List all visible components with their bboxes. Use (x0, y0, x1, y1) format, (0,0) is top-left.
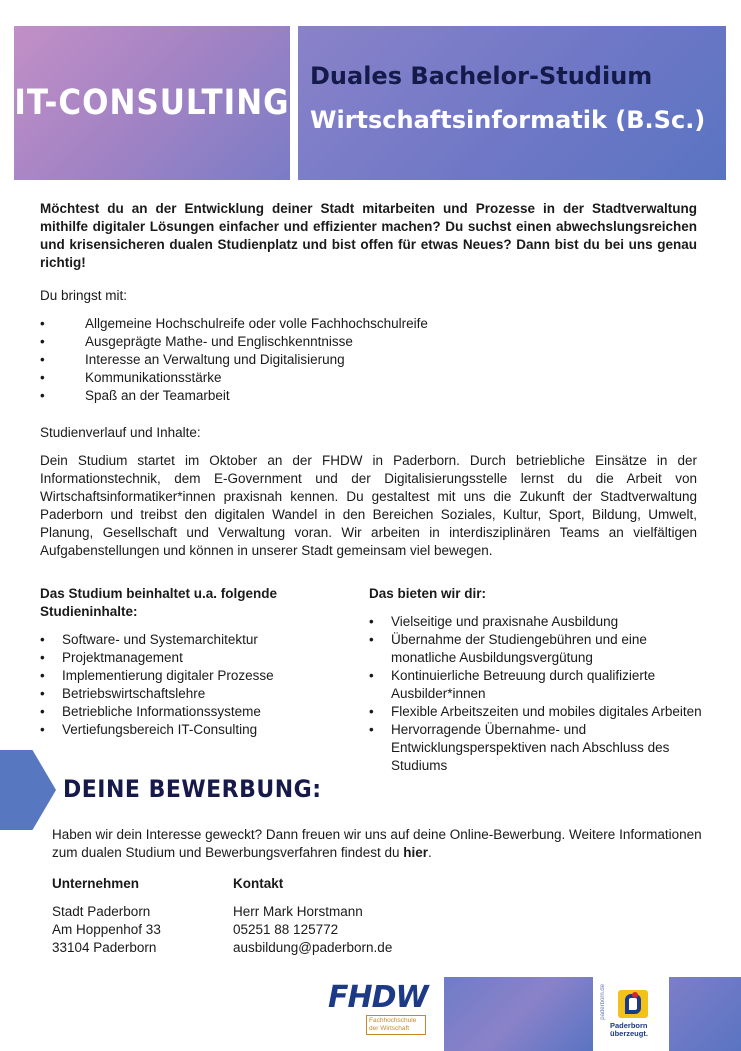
company-heading: Unternehmen (52, 876, 140, 891)
application-end: . (428, 845, 432, 860)
list-item: • Kontinuierliche Betreuung durch qualifizierte Ausbilder*innen (369, 667, 704, 703)
offers-list (369, 613, 704, 775)
header-title: IT-CONSULTING (14, 82, 290, 124)
fhdw-logo (328, 980, 434, 1043)
list-item: • Spaß an der Teamarbeit (40, 387, 428, 405)
paderborn-mark-icon (618, 990, 648, 1018)
list-item: • Vielseitige und praxisnahe Ausbildung (369, 613, 704, 631)
list-item: • Software- und Systemarchitektur (40, 631, 340, 649)
company-city: 33104 Paderborn (52, 940, 157, 955)
list-item: • Projektmanagement (40, 649, 340, 667)
degree-type: Duales Bachelor-Studium (310, 62, 653, 90)
contact-email[interactable]: ausbildung@paderborn.de (233, 940, 393, 955)
list-item: • Implementierung digitaler Prozesse (40, 667, 340, 685)
list-item: • Hervorragende Übernahme- und Entwicklungsperspektiven nach Abschluss des Studiums (369, 721, 704, 775)
contact-heading: Kontakt (233, 876, 284, 891)
company-address (52, 903, 161, 957)
fhdw-logo-text: FHDW (328, 980, 428, 1015)
contents-heading-line1: Das Studium beinhaltet u.a. folgende (40, 586, 278, 601)
intro-text: Möchtest du an der Entwicklung deiner Stadt mitarbeiten und Prozesse in der Stadtverwaltung mithilfe digitaler Lösungen einfacher und effizienter machen? Du suchst einen abwechslungsreichen und krisensicheren dualen Studienplatz und bist offen für etwas Neues? Dann bist du bei uns genau richtig! (40, 201, 697, 270)
decor-tile (444, 977, 593, 1051)
contents-heading-line2: Studieninhalte: (40, 604, 138, 619)
list-item: • Vertiefungsbereich IT-Consulting (40, 721, 340, 739)
contact-details (233, 903, 392, 957)
paderborn-url: paderborn.de (600, 984, 606, 1020)
company-street: Am Hoppenhof 33 (52, 922, 161, 937)
contact-person: Herr Mark Horstmann (233, 904, 363, 919)
course-heading: Studienverlauf und Inhalte: (40, 425, 201, 440)
fhdw-sub-line1: Fachhochschule (369, 1017, 417, 1024)
degree-name: Wirtschaftsinformatik (B.Sc.) (310, 106, 706, 134)
header-left-banner (14, 26, 290, 180)
course-text: Dein Studium startet im Oktober an der FHDW in Paderborn. Durch betriebliche Einsätze in der Informationstechnik, dem E-Government und der Digitalisierungsstelle lernst du die Arbeit von Wirtschaftsinformatiker*innen praxisnah kennen. Du gestaltest mit uns die Zukunft der Stadtverwaltung Paderborn und treibst den digitalen Wandel in den Bereichen Soziales, Kultur, Sport, Bildung, Umwelt, Planung, Gesellschaft und Verwaltung voran. Wir arbeiten in interdisziplinären Teams an vielfältigen Aufgabenstellungen und können in unserer Stadt gemeinsam viel bewegen. (40, 453, 697, 558)
arrow-shape (0, 750, 56, 830)
requirements-list (40, 315, 428, 405)
offers-heading: Das bieten wir dir: (369, 586, 487, 601)
decor-tile (669, 977, 741, 1051)
paderborn-cap-line2: überzeugt. (610, 1029, 648, 1038)
list-item: • Ausgeprägte Mathe- und Englischkenntnisse (40, 333, 428, 351)
info-link[interactable]: hier (403, 845, 428, 860)
company-name: Stadt Paderborn (52, 904, 151, 919)
requirements-heading: Du bringst mit: (40, 288, 128, 303)
fhdw-logo-subtext (366, 1015, 426, 1035)
paderborn-cap-line1: Paderborn (610, 1021, 648, 1030)
header-right-banner (298, 26, 726, 180)
paderborn-logo (600, 980, 664, 1050)
list-item: • Allgemeine Hochschulreife oder volle Fachhochschulreife (40, 315, 428, 333)
application-text (52, 826, 712, 862)
fhdw-sub-line2: der Wirtschaft (369, 1025, 410, 1032)
list-item: • Interesse an Verwaltung und Digitalisierung (40, 351, 428, 369)
list-item: • Betriebliche Informationssysteme (40, 703, 340, 721)
contents-list (40, 631, 340, 739)
list-item: • Betriebswirtschaftslehre (40, 685, 340, 703)
list-item: • Flexible Arbeitszeiten und mobiles digitales Arbeiten (369, 703, 704, 721)
application-heading: DEINE BEWERBUNG: (63, 776, 322, 804)
application-body: Haben wir dein Interesse geweckt? Dann freuen wir uns auf deine Online-Bewerbung. Weitere Informationen zum dualen Studium und Bewerbungsverfahren findest du (52, 827, 702, 860)
list-item: • Übernahme der Studiengebühren und eine monatliche Ausbildungsvergütung (369, 631, 704, 667)
paderborn-caption (610, 1022, 648, 1038)
contact-phone: 05251 88 125772 (233, 922, 339, 937)
contents-heading (40, 585, 277, 621)
list-item: • Kommunikationsstärke (40, 369, 428, 387)
